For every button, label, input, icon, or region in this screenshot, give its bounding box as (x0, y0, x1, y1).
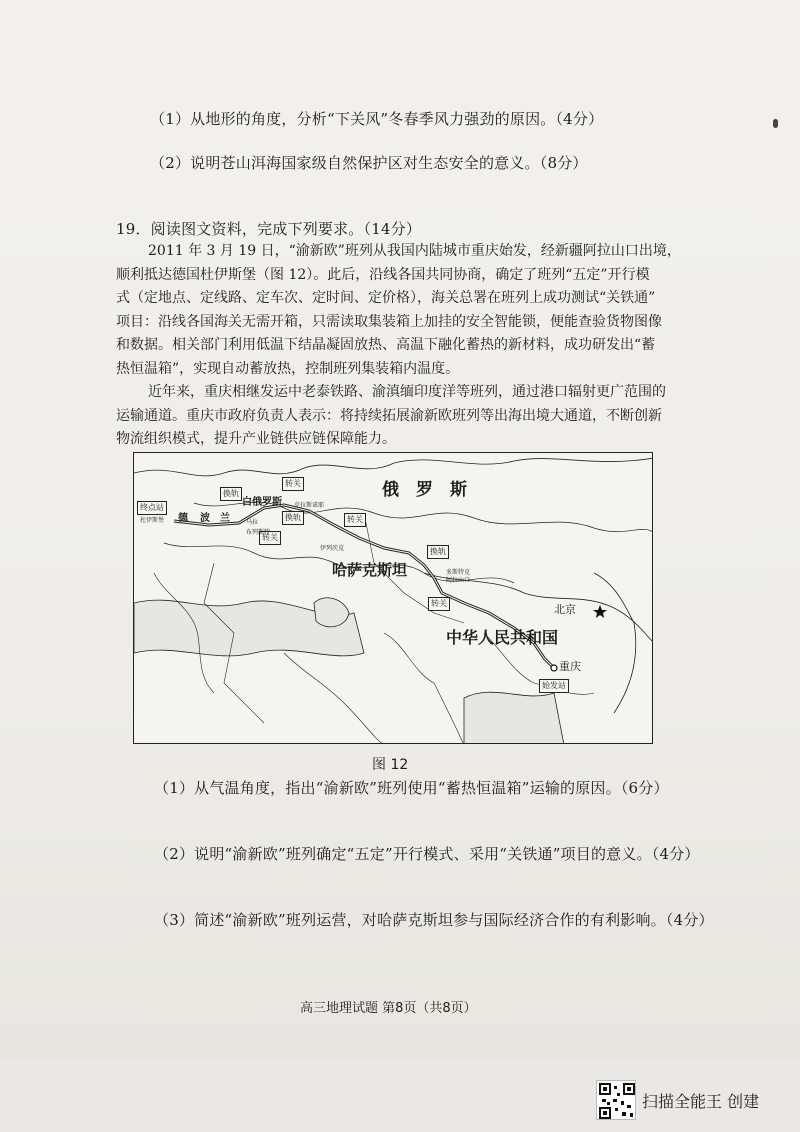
caspian-sea (314, 598, 349, 627)
transfer-label: 换轨 (282, 511, 304, 525)
label-krasnoe: 克拉斯诺耶 (294, 502, 325, 509)
terminal-station-label: 终点站 (137, 501, 167, 515)
para2-line: 运输通道。重庆市政府负责人表示：将持续拓展渝新欧班列等出海出境大通道，不断创新 (116, 407, 662, 424)
para1-line: 2011 年 3 月 19 日，“渝新欧”班列从我国内陆城市重庆始发，经新疆阿拉山口出境， (148, 243, 681, 259)
label-belarus: 白俄罗斯 (242, 497, 282, 508)
customs-label: 转关 (428, 597, 450, 611)
label-yiliecheke: 伊列茨克 (320, 545, 345, 552)
label-chongqing: 重庆 (559, 660, 581, 673)
label-poland: 波 兰 (200, 513, 230, 524)
label-russia: 俄 罗 斯 (382, 480, 467, 500)
q19-paragraph-1 (116, 240, 681, 381)
coastline (594, 573, 636, 713)
para1-line: 热恒温箱”，实现自动蓄放热，控制班列集装箱内温度。 (116, 360, 460, 377)
qr-code-icon (596, 1080, 636, 1120)
sub-question-1: （1）从气温角度，指出“渝新欧”班列使用“蓄热恒温箱”运输的原因。（6分） (154, 779, 669, 797)
border-line (284, 653, 384, 744)
scanner-watermark (596, 1080, 759, 1120)
sub-question-3: （3）简述“渝新欧”班列运营，对哈萨克斯坦参与国际经济合作的有利影响。（4分） (154, 911, 714, 929)
transfer-label: 换轨 (427, 545, 449, 559)
page-footer: 高三地理试题 第8页（共8页） (300, 1001, 477, 1016)
beijing-star (593, 605, 607, 618)
label-duisburg: 杜伊斯堡 (140, 517, 165, 524)
route-map (133, 452, 653, 744)
question-2: （2）说明苍山洱海国家级自然保护区对生态安全的意义。（8分） (150, 154, 588, 172)
label-kazakhstan: 哈萨克斯坦 (332, 561, 408, 579)
para2-line: 近年来，重庆相继发运中老泰铁路、渝滇缅印度洋等班列，通过港口辐射更广范围的 (148, 384, 666, 400)
scan-mark (773, 119, 778, 128)
figure-caption: 图 12 (372, 757, 409, 773)
question-1: （1）从地形的角度，分析“下关风”冬春季风力强劲的原因。（4分） (150, 110, 604, 128)
label-brest: 布列斯特 (246, 529, 271, 536)
para1-line: 项目：沿线各国海关无需开箱，只需读取集装箱上加挂的安全智能锁，便能查验货物图像 (116, 313, 662, 330)
para1-line: 式（定地点、定线路、定车次、定时间、定价格），海关总署在班列上成功测试“关铁通” (116, 290, 656, 306)
sub-question-2: （2）说明“渝新欧”班列确定“五定”开行模式、采用“关铁通”项目的意义。（4分） (154, 845, 700, 863)
start-station-label: 始发站 (539, 679, 569, 693)
customs-label: 转关 (259, 531, 281, 545)
border-line (384, 633, 464, 744)
chongqing-dot (551, 665, 557, 671)
customs-label: 转关 (344, 513, 366, 527)
label-germany: 德 (178, 513, 188, 524)
customs-label: 转关 (282, 477, 304, 491)
label-duosituoke: 多斯特克 (446, 569, 471, 576)
q19-heading: 19．阅读图文资料，完成下列要求。（14分） (116, 220, 422, 238)
sea-shape (464, 692, 564, 744)
para1-line: 顺利抵达德国杜伊斯堡（图 12）。此后，沿线各国共同协商，确定了班列“五定”开行模 (116, 266, 650, 283)
watermark-text: 扫描全能王 创建 (642, 1091, 760, 1111)
border-line (134, 458, 653, 476)
label-beijing: 北京 (554, 603, 576, 616)
para1-line: 和数据。相关部门利用低温下结晶凝固放热、高温下融化蓄热的新材料，成功研发出“蓄 (116, 337, 656, 353)
label-malaszewicze: 马拉 (246, 519, 259, 526)
label-alashankou: 阿拉山口 (446, 577, 471, 584)
label-china: 中华人民共和国 (446, 628, 559, 647)
q19-paragraph-2 (116, 381, 666, 452)
para2-line: 物流组织模式，提升产业链供应链保障能力。 (116, 431, 396, 447)
transfer-label: 换轨 (220, 487, 242, 501)
